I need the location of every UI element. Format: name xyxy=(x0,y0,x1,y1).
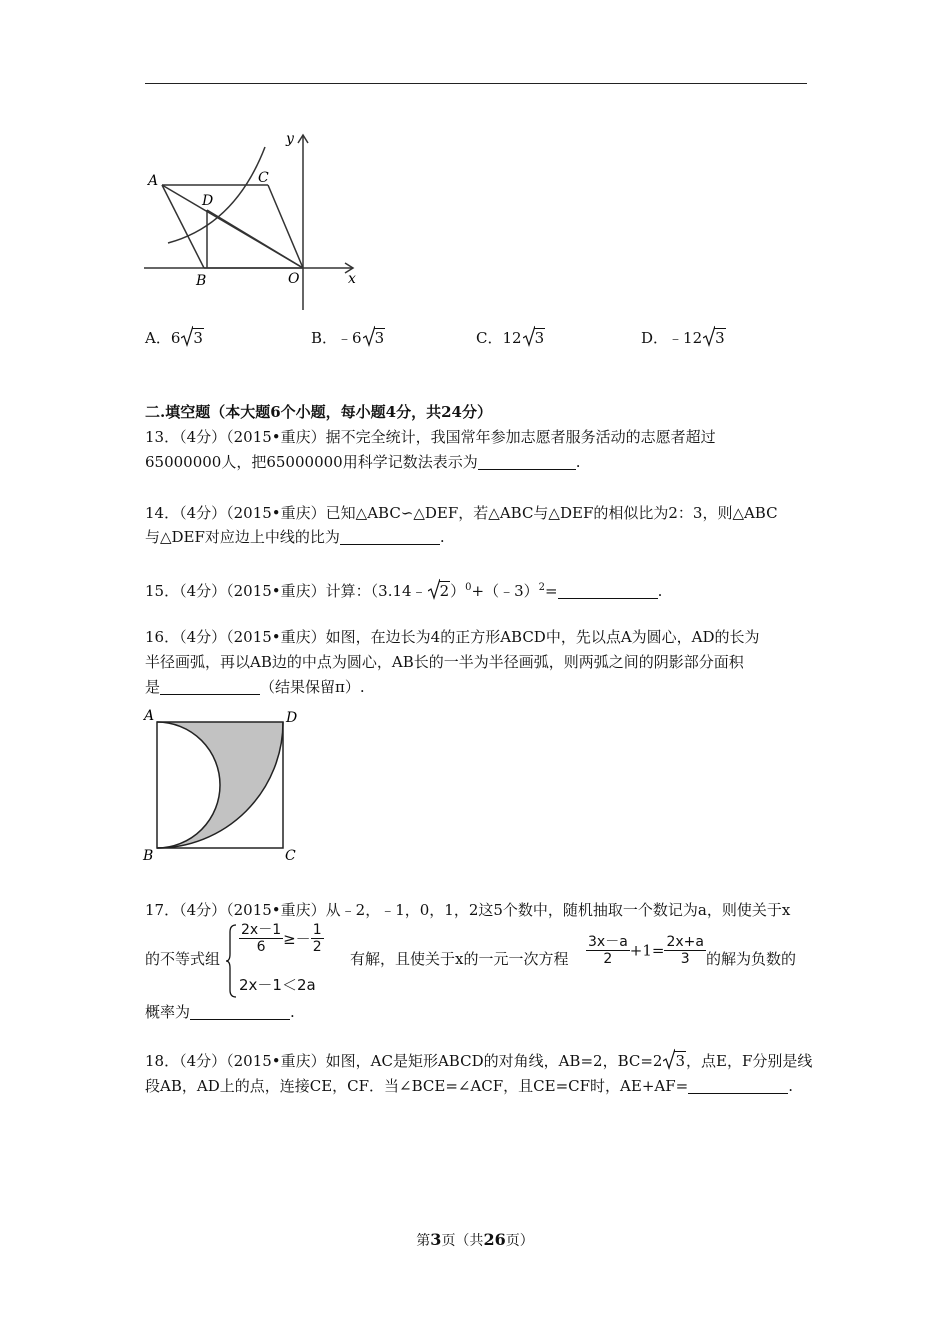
answer-blank-13[interactable] xyxy=(478,453,576,470)
q17-line3: 概率为 . xyxy=(145,1003,295,1021)
label-A: A xyxy=(148,173,159,189)
label-D: D xyxy=(286,710,298,726)
q16-line3: 是 （结果保留π）. xyxy=(145,678,365,696)
inequality-1: $\frac{2x-1}{6}$ ≥－ $\frac{1}{2}$ xyxy=(241,922,322,955)
q16-line1: 16．（4分）（2015•重庆）如图，在边长为4的正方形ABCD中，先以点A为圆心，AD的长为 xyxy=(145,628,760,646)
label-C: C xyxy=(285,848,296,864)
brace-symbol xyxy=(225,924,237,998)
equation: $\frac{3x-a}{2}$ +1= $\frac{2x+a}{3}$ xyxy=(588,934,704,967)
option-d[interactable]: D．﹣12 3 xyxy=(641,327,726,349)
label-x: x xyxy=(348,271,356,287)
q14-line2: 与△DEF对应边上中线的比为 . xyxy=(145,528,445,546)
sqrt-symbol: 3 xyxy=(703,327,726,349)
label-O: O xyxy=(288,271,300,287)
label-B: B xyxy=(196,273,207,289)
q14-line1: 14．（4分）（2015•重庆）已知△ABC∽△DEF，若△ABC与△DEF的相似比为2：3，则△ABC xyxy=(145,504,778,522)
option-b[interactable]: B．﹣6 3 xyxy=(311,327,385,349)
page-footer: 第3页（共26页） xyxy=(416,1230,534,1249)
section-heading: 二.填空题（本大题6个小题，每小题4分，共24分） xyxy=(145,403,492,421)
hyperbola-curve xyxy=(168,147,265,243)
answer-blank-18[interactable] xyxy=(688,1077,788,1094)
q17-line2: 的不等式组 $\frac{2x-1}{6}$ ≥－ $\frac{1}{2}$ 2x－1＜2a 有解，且使关于x的一元一次方程 $\frac{3x-a}{2}$ +1= $\frac{2x+a}{3}$ 的解为负数的 xyxy=(145,922,810,1000)
label-C: C xyxy=(258,170,269,186)
label-y: y xyxy=(286,131,294,147)
q16-line2: 半径画弧，再以AB边的中点为圆心，AB长的一半为半径画弧，则两弧之间的阴影部分面积 xyxy=(145,653,744,671)
header-rule xyxy=(145,83,807,84)
answer-blank-17[interactable] xyxy=(190,1003,290,1020)
q18-line2: 段AB，AD上的点，连接CE，CF．当∠BCE=∠ACF，且CE=CF时，AE+AF= . xyxy=(145,1077,793,1095)
inequality-2: 2x－1＜2a xyxy=(239,976,316,994)
answer-blank-15[interactable] xyxy=(558,582,658,599)
option-c[interactable]: C．12 3 xyxy=(476,327,545,349)
segment-DO xyxy=(207,210,303,268)
label-B: B xyxy=(143,848,154,864)
label-A: A xyxy=(144,708,155,724)
page-number: 3 xyxy=(430,1230,442,1249)
q13-line1: 13．（4分）（2015•重庆）据不完全统计，我国常年参加志愿者服务活动的志愿者超过 xyxy=(145,428,716,446)
option-a[interactable]: A．6 3 xyxy=(145,327,204,349)
sqrt-symbol: 2 xyxy=(428,580,451,602)
sqrt-symbol: 3 xyxy=(663,1050,686,1072)
sqrt-symbol: 3 xyxy=(523,327,546,349)
q15-line: 15．（4分）（2015•重庆）计算：（3.14﹣ 2）$^0$+（﹣3）$^2$= . xyxy=(145,577,662,602)
label-D: D xyxy=(202,193,214,209)
q17-line1: 17．（4分）（2015•重庆）从﹣2，﹣1，0，1，2这5个数中，随机抽取一个数记为a，则使关于x xyxy=(145,901,791,919)
segment-CO xyxy=(268,185,303,268)
answer-blank-14[interactable] xyxy=(340,528,440,545)
figure-square-arcs xyxy=(140,705,310,865)
q13-line2: 65000000人，把65000000用科学记数法表示为 . xyxy=(145,453,581,471)
figure-coordinate-diagram xyxy=(140,125,370,320)
sqrt-symbol: 3 xyxy=(363,327,386,349)
sqrt-symbol: 3 xyxy=(181,327,204,349)
q18-line1: 18．（4分）（2015•重庆）如图，AC是矩形ABCD的对角线，AB=2，BC=2 3，点E，F分别是线 xyxy=(145,1050,812,1072)
page-total: 26 xyxy=(483,1230,506,1249)
answer-blank-16[interactable] xyxy=(160,678,260,695)
